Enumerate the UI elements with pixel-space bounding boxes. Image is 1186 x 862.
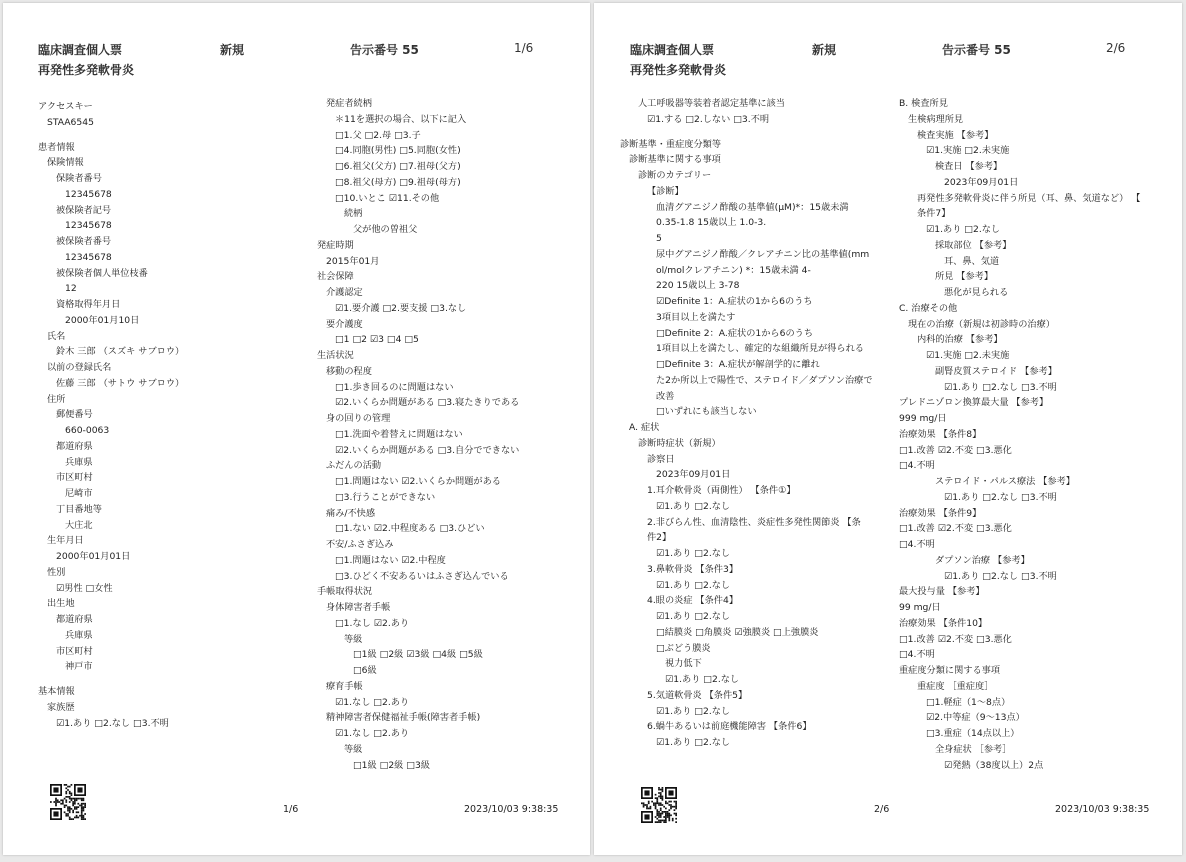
form-line: 12345678 xyxy=(65,220,112,232)
form-line: 12 xyxy=(65,283,77,295)
form-line: た2か所以上で陽性で、ステロイド／ダプソン治療で xyxy=(656,374,873,386)
form-line: □1.改善 ☑2.不変 □3.悪化 xyxy=(899,633,1012,645)
form-line: 身体障害者手帳 xyxy=(326,602,391,613)
form-line: 診断時症状（新規） xyxy=(638,437,721,449)
form-line: 重症度 ［重症度］ xyxy=(917,680,994,692)
form-line: 要介護度 xyxy=(326,318,363,330)
form-line: 診断のカテゴリー xyxy=(638,170,712,181)
form-line: □1級 □2級 ☑3級 □4級 □5級 xyxy=(353,649,483,661)
form-line: 以前の登録氏名 xyxy=(47,362,112,373)
form-line: □3.ひどく不安あるいはふさぎ込んでいる xyxy=(335,570,509,582)
form-line: STAA6545 xyxy=(47,116,94,128)
form-line: 採取部位 【参考】 xyxy=(935,239,1012,251)
form-line: 99 mg/日 xyxy=(899,602,941,613)
form-line: □4.不明 xyxy=(899,539,935,550)
form-line: ☑1.あり □2.なし xyxy=(656,579,731,591)
form-line: 診断基準に関する事項 xyxy=(629,154,721,166)
form-line: 診察日 xyxy=(647,453,675,465)
form-line: 4.眼の炎症 【条件4】 xyxy=(647,595,739,607)
form-line: 生検病理所見 xyxy=(908,113,964,125)
form-line: □1.ない ☑2.中程度ある □3.ひどい xyxy=(335,523,485,535)
form-line: ☑1.あり □2.なし xyxy=(656,737,731,748)
form-line: ☑1.あり □2.なし xyxy=(665,674,740,685)
form-line: 全身症状 ［参考］ xyxy=(935,743,1012,755)
form-line: 等級 xyxy=(344,743,363,755)
form-line: 所見 【参考】 xyxy=(935,271,994,283)
notice-number: 告示番号 55 xyxy=(942,43,1011,57)
form-status: 新規 xyxy=(220,43,245,57)
form-line: □1.問題はない ☑2.いくらか問題がある xyxy=(335,476,501,487)
form-line: ステロイド・パルス療法 【参考】 xyxy=(935,476,1075,487)
form-status: 新規 xyxy=(812,43,837,57)
footer-page-number: 1/6 xyxy=(283,804,299,815)
form-title: 臨床調査個人票 xyxy=(630,43,715,57)
form-line: 2000年01月10日 xyxy=(65,314,140,326)
form-line: ☑2.いくらか問題がある □3.自分でできない xyxy=(335,444,520,456)
form-line: 220 15歳以上 3-78 xyxy=(656,280,740,292)
form-line: 3項目以上を満たす xyxy=(656,311,736,323)
form-line: ☑1.なし □2.あり xyxy=(335,728,410,739)
form-line: □4.同胞(男性) □5.同胞(女性) xyxy=(335,145,461,157)
form-line: 尿中グアニジノ酢酸／クレアチニン比の基準値(mm xyxy=(656,248,870,260)
form-line: 2023年09月01日 xyxy=(656,469,731,481)
form-line: 住所 xyxy=(47,393,66,405)
form-line: 人工呼吸器等装着者認定基準に該当 xyxy=(638,98,785,109)
form-line: 発症時期 xyxy=(317,239,354,251)
form-line: □1.なし ☑2.あり xyxy=(335,617,410,629)
form-line: 5.気道軟骨炎 【条件5】 xyxy=(647,689,748,701)
footer-page-number: 2/6 xyxy=(874,804,890,815)
form-line: 性別 xyxy=(47,566,66,578)
form-line: ☑2.中等症（9～13点） xyxy=(926,712,1025,724)
form-line: 痛み/不快感 xyxy=(326,507,376,519)
form-line: 660-0063 xyxy=(65,425,110,436)
form-line: □1.改善 ☑2.不変 □3.悪化 xyxy=(899,444,1012,456)
disease-name: 再発性多発軟骨炎 xyxy=(38,63,135,77)
form-line: 最大投与量 【参考】 xyxy=(899,586,985,598)
form-line: 1.耳介軟骨炎（両側性） 【条件①】 xyxy=(647,485,796,496)
form-line: 基本情報 xyxy=(38,686,75,697)
form-line: 999 mg/日 xyxy=(899,413,947,424)
form-line: 尼崎市 xyxy=(65,488,93,499)
form-line: ☑1.あり □2.なし xyxy=(656,548,731,559)
form-line: 件2】 xyxy=(647,532,672,544)
form-line: 検査実施 【参考】 xyxy=(917,129,994,141)
form-line: □10.いとこ ☑11.その他 xyxy=(335,192,440,204)
form-line: 生年月日 xyxy=(47,535,84,547)
form-line: 移動の程度 xyxy=(326,365,372,377)
form-line: 佐藤 三郎 （サトウ サブロウ） xyxy=(56,377,185,389)
form-line: 悪化が見られる xyxy=(944,287,1009,298)
form-line: ふだんの活動 xyxy=(326,460,382,472)
form-line: 副腎皮質ステロイド 【参考】 xyxy=(935,365,1057,377)
spacer xyxy=(38,675,184,684)
form-line: 介護認定 xyxy=(326,287,363,298)
form-line: ☑1.あり □2.なし □3.不明 xyxy=(56,717,169,729)
disease-name: 再発性多発軟骨炎 xyxy=(630,63,727,77)
form-line: 手帳取得状況 xyxy=(317,586,373,598)
form-line: □3.重症（14点以上） xyxy=(926,728,1020,739)
form-line: 兵庫県 xyxy=(65,629,93,641)
form-line: 身の回りの管理 xyxy=(326,413,391,424)
form-line: ダプソン治療 【参考】 xyxy=(935,554,1030,566)
form-title: 臨床調査個人票 xyxy=(38,43,123,57)
form-line: ☑1.する □2.しない □3.不明 xyxy=(647,113,770,125)
form-line: 3.鼻軟骨炎 【条件3】 xyxy=(647,563,739,575)
form-line: 父が他の曽祖父 xyxy=(353,224,418,235)
form-line: 等級 xyxy=(344,633,363,645)
form-line: □1.問題はない ☑2.中程度 xyxy=(335,554,446,566)
page-number: 1/6 xyxy=(514,41,534,55)
page-number: 2/6 xyxy=(1106,41,1126,55)
form-line: □1 □2 ☑3 □4 □5 xyxy=(335,334,419,346)
form-line: 耳、鼻、気道 xyxy=(944,255,1000,267)
form-line: 社会保障 xyxy=(317,271,354,283)
form-line: □Definite 3：A.症状が解剖学的に離れ xyxy=(656,359,820,370)
form-line: 視力低下 xyxy=(665,658,702,670)
form-line: 検査日 【参考】 xyxy=(935,161,1003,172)
spacer xyxy=(38,131,184,140)
form-line: 12345678 xyxy=(65,251,112,263)
form-line: 患者情報 xyxy=(38,141,75,153)
form-line: 不安/ふさぎ込み xyxy=(326,539,394,550)
form-line: □8.祖父(母方) □9.祖母(母方) xyxy=(335,176,461,188)
form-line: 保険者番号 xyxy=(56,173,102,184)
form-line: 発症者続柄 xyxy=(326,98,372,109)
form-line: 資格取得年月日 xyxy=(56,299,121,310)
form-line: 鈴木 三郎 （スズキ サブロウ） xyxy=(56,346,185,358)
form-line: ☑1.あり □2.なし xyxy=(656,500,731,512)
form-line: 現在の治療（新規は初診時の治療） xyxy=(908,318,1055,330)
form-line: 都道府県 xyxy=(56,440,93,452)
form-column-left xyxy=(620,96,873,751)
form-line: □1級 □2級 □3級 xyxy=(353,759,430,771)
form-line: 2015年01月 xyxy=(326,255,380,267)
form-line: 続柄 xyxy=(344,208,363,220)
form-line: 被保険者個人単位枝番 xyxy=(56,267,148,279)
form-line: 6.蝸牛あるいは前庭機能障害 【条件6】 xyxy=(647,721,812,733)
qr-code-icon xyxy=(641,787,677,823)
footer-datetime: 2023/10/03 9:38:35 xyxy=(464,804,559,815)
form-line: ol/molクレアチニン) *：15歳未満 4- xyxy=(656,264,811,276)
form-line: ☑1.あり □2.なし □3.不明 xyxy=(944,570,1057,582)
form-line: 大庄北 xyxy=(65,519,93,531)
form-line: ☑男性 □女性 xyxy=(56,582,113,594)
form-line: □4.不明 xyxy=(899,460,935,472)
form-line: アクセスキー xyxy=(38,101,93,112)
form-line: 診断基準・重症度分類等 xyxy=(620,138,722,150)
form-column-right xyxy=(899,96,1140,773)
form-line: 条件7】 xyxy=(917,208,951,220)
form-line: ☑1.あり □2.なし □3.不明 xyxy=(944,491,1057,503)
form-line: 家族歴 xyxy=(47,701,75,713)
spacer xyxy=(620,128,873,137)
form-line: □1.歩き回るのに問題はない xyxy=(335,381,454,393)
form-line: □1.父 □2.母 □3.子 xyxy=(335,129,421,141)
form-line: 被保険者番号 xyxy=(56,236,112,247)
form-line: □1.軽症（1～8点） xyxy=(926,696,1011,708)
form-line: 保険情報 xyxy=(47,157,84,169)
form-line: 2000年01月01日 xyxy=(56,551,131,562)
form-line: ☑1.あり □2.なし □3.不明 xyxy=(944,381,1057,393)
form-line: 兵庫県 xyxy=(65,456,93,468)
form-line: B. 検査所見 xyxy=(899,98,948,109)
form-line: 2.非びらん性、血清陰性、炎症性多発性関節炎 【条 xyxy=(647,516,861,528)
document-page-1 xyxy=(3,3,590,855)
footer-datetime: 2023/10/03 9:38:35 xyxy=(1055,804,1150,815)
form-line: □結膜炎 □角膜炎 ☑強膜炎 □上強膜炎 xyxy=(656,626,819,638)
form-line: 0.35-1.8 15歳以上 1.0-3. xyxy=(656,217,767,229)
form-line: C. 治療その他 xyxy=(899,302,958,314)
notice-number: 告示番号 55 xyxy=(350,43,419,57)
form-line: ☑2.いくらか問題がある □3.寝たきりである xyxy=(335,397,520,409)
form-line: ☑1.あり □2.なし xyxy=(926,224,1001,235)
form-line: 【診断】 xyxy=(647,185,684,197)
form-line: ＊11を選択の場合、以下に記入 xyxy=(335,113,467,125)
form-line: 治療効果 【条件10】 xyxy=(899,617,988,629)
form-line: 被保険者記号 xyxy=(56,204,112,216)
form-line: □6級 xyxy=(353,665,377,676)
form-line: 市区町村 xyxy=(56,645,93,657)
form-line: 療育手帳 xyxy=(326,680,363,692)
form-line: A. 症状 xyxy=(629,422,660,433)
form-line: ☑1.要介護 □2.要支援 □3.なし xyxy=(335,302,467,314)
form-line: プレドニゾロン換算最大量 【参考】 xyxy=(899,397,1049,409)
form-line: □4.不明 xyxy=(899,649,935,661)
form-line: 精神障害者保健福祉手帳(障害者手帳) xyxy=(326,712,481,724)
form-line: 神戸市 xyxy=(65,661,93,673)
form-line: ☑1.なし □2.あり xyxy=(335,696,410,708)
form-line: 重症度分類に関する事項 xyxy=(899,665,1001,676)
form-line: ☑1.実施 □2.未実施 xyxy=(926,145,1010,157)
form-line: 生活状況 xyxy=(317,350,354,361)
form-line: 郵便番号 xyxy=(56,409,93,421)
form-line: 改善 xyxy=(656,390,675,402)
form-column-left xyxy=(38,90,184,731)
form-line: 血清グアニジノ酢酸の基準値(μM)*：15歳未満 xyxy=(656,201,849,213)
form-line: ☑1.あり □2.なし xyxy=(656,611,731,622)
form-column-right xyxy=(317,96,519,773)
form-line: 治療効果 【条件8】 xyxy=(899,428,982,440)
form-line: □6.祖父(父方) □7.祖母(父方) xyxy=(335,161,461,172)
form-line: ☑発熱（38度以上）2点 xyxy=(944,759,1044,771)
form-line: 1項目以上を満たし、確定的な組織所見が得られる xyxy=(656,343,864,355)
form-line: □1.洗面や着替えに問題はない xyxy=(335,428,463,440)
form-line: 出生地 xyxy=(47,598,75,610)
form-line: 5 xyxy=(656,233,662,244)
form-line: ☑1.あり □2.なし xyxy=(656,705,731,717)
form-line: □3.行うことができない xyxy=(335,491,436,503)
qr-code-icon xyxy=(50,784,86,820)
form-line: 都道府県 xyxy=(56,614,93,625)
form-line: 2023年09月01日 xyxy=(944,176,1019,188)
spacer xyxy=(38,90,184,99)
form-line: □ぶどう膜炎 xyxy=(656,642,711,654)
form-line: 治療効果 【条件9】 xyxy=(899,507,982,519)
form-line: 再発性多発軟骨炎に伴う所見（耳、鼻、気道など） 【 xyxy=(917,192,1141,204)
form-line: 市区町村 xyxy=(56,472,93,484)
form-line: 12345678 xyxy=(65,188,112,200)
form-line: 丁目番地等 xyxy=(56,503,102,515)
form-line: 氏名 xyxy=(47,330,66,342)
form-line: □Definite 2：A.症状の1から6のうち xyxy=(656,327,814,339)
form-line: ☑Definite 1：A.症状の1から6のうち xyxy=(656,296,813,307)
form-line: □いずれにも該当しない xyxy=(656,406,757,418)
form-line: 内科的治療 【参考】 xyxy=(917,334,1003,346)
form-line: □1.改善 ☑2.不変 □3.悪化 xyxy=(899,523,1012,535)
form-line: ☑1.実施 □2.未実施 xyxy=(926,350,1010,361)
document-page-2 xyxy=(594,3,1182,855)
